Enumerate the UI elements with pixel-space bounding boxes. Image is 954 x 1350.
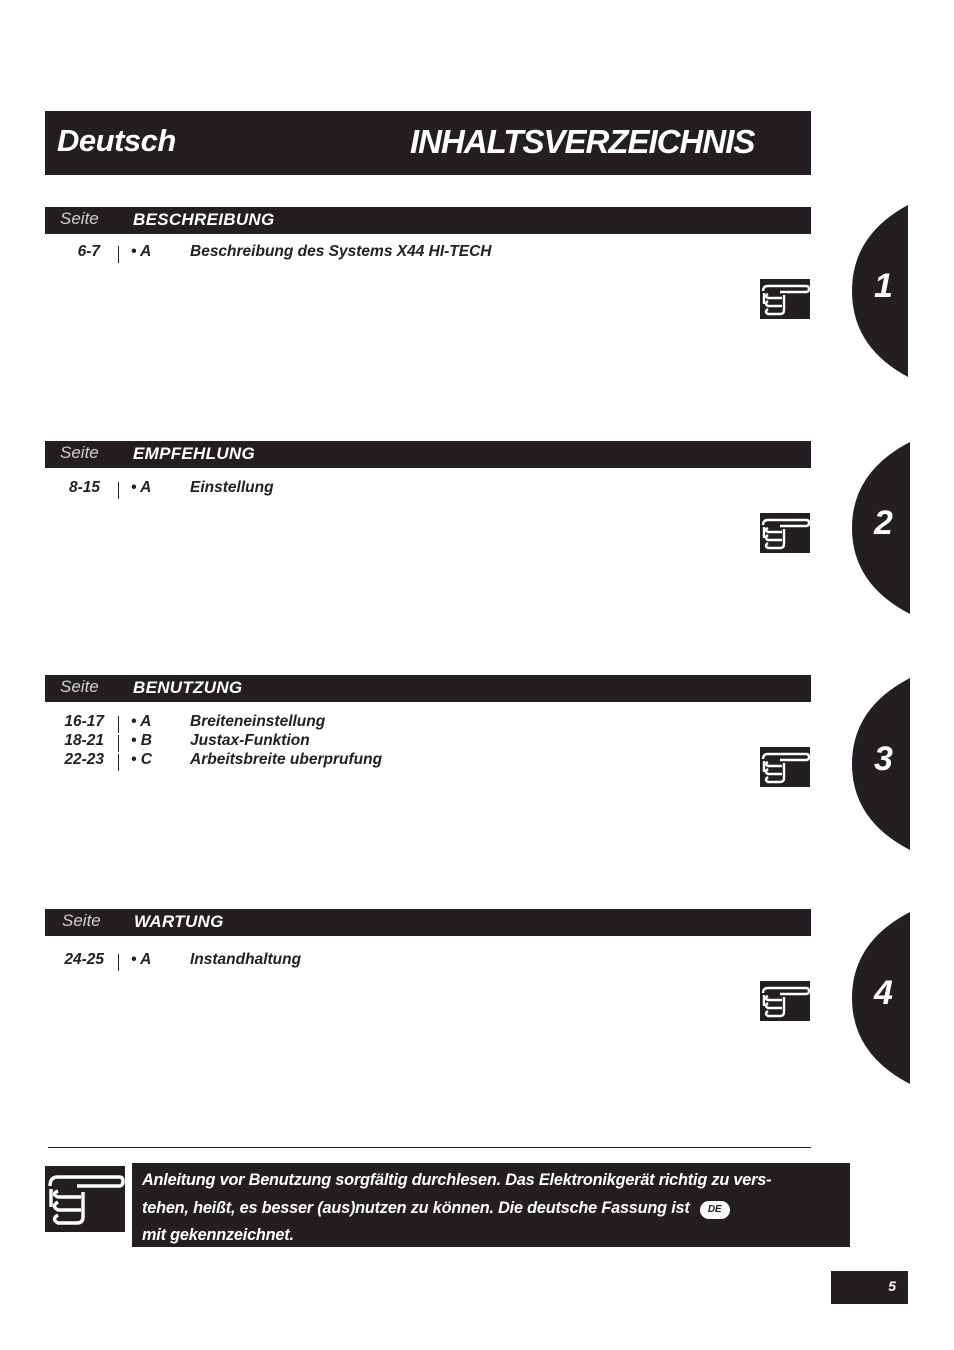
section-header <box>45 207 811 234</box>
chapter-tab-1[interactable] <box>852 205 910 377</box>
entry-text: Instandhaltung <box>190 951 302 968</box>
notice-line-2: tehen, heißt, es besser (aus)nutzen zu können. Die deutsche Fassung ist <box>142 1198 690 1217</box>
footer-divider <box>48 1147 811 1148</box>
notice-text <box>142 1167 848 1250</box>
seite-label: Seite <box>60 209 99 228</box>
toc-entries <box>45 479 745 498</box>
separator <box>118 246 119 263</box>
chapter-number: 2 <box>874 504 893 542</box>
toc-entries <box>45 243 745 262</box>
section-header <box>45 441 811 468</box>
toc-entry[interactable] <box>45 479 745 498</box>
chapter-number: 4 <box>874 974 893 1012</box>
entry-bullet: • C <box>131 751 152 768</box>
chapter-tab-2[interactable] <box>852 442 910 614</box>
section-header <box>45 675 811 702</box>
entry-text: Justax-Funktion <box>190 732 310 749</box>
toc-entry[interactable] <box>45 713 745 732</box>
page-range: 6-7 <box>77 243 100 260</box>
chapter-tab-4[interactable] <box>852 912 910 1084</box>
section-title: BESCHREIBUNG <box>133 210 275 229</box>
pointing-hand-icon <box>760 279 810 319</box>
section-title: EMPFEHLUNG <box>133 444 255 463</box>
entry-bullet: • A <box>131 243 152 260</box>
page-range: 24-25 <box>64 951 104 968</box>
entry-text: Breiteneinstellung <box>190 713 326 730</box>
toc-entry[interactable] <box>45 243 745 262</box>
entry-bullet: • A <box>131 479 152 496</box>
seite-label: Seite <box>62 911 101 930</box>
separator <box>118 735 119 752</box>
section-title: WARTUNG <box>134 912 224 931</box>
notice-box <box>132 1163 850 1247</box>
section-title: BENUTZUNG <box>133 678 243 697</box>
notice-line-1: Anleitung vor Benutzung sorgfältig durchlesen. Das Elektronikgerät richtig zu vers- <box>142 1171 772 1189</box>
de-badge: DE <box>700 1201 730 1219</box>
page-number: 5 <box>888 1278 896 1294</box>
title-bar <box>45 111 811 175</box>
toc-entry[interactable] <box>45 751 745 770</box>
pointing-hand-icon <box>760 513 810 553</box>
page-range: 8-15 <box>68 479 100 496</box>
seite-label: Seite <box>60 677 99 696</box>
entry-text: Einstellung <box>190 479 274 496</box>
separator <box>118 482 119 499</box>
page-range: 16-17 <box>64 713 104 730</box>
page-title: INHALTSVERZEICHNIS <box>410 123 755 160</box>
entry-bullet: • A <box>131 713 152 730</box>
toc-entry[interactable] <box>45 732 745 751</box>
toc-entries <box>45 951 745 970</box>
chapter-tab-3[interactable] <box>852 678 910 850</box>
language-label: Deutsch <box>57 123 176 158</box>
entry-bullet: • A <box>131 951 152 968</box>
chapter-number: 1 <box>874 267 893 305</box>
seite-label: Seite <box>60 443 99 462</box>
pointing-hand-icon <box>760 981 810 1021</box>
toc-entries <box>45 713 745 770</box>
page-range: 22-23 <box>64 751 104 768</box>
entry-bullet: • B <box>131 732 152 749</box>
toc-entry[interactable] <box>45 951 745 970</box>
chapter-number: 3 <box>874 740 893 778</box>
separator <box>118 954 119 971</box>
page-number-box <box>831 1271 908 1304</box>
separator <box>118 716 119 733</box>
pointing-hand-icon <box>760 747 810 787</box>
notice-line-3: mit gekennzeichnet. <box>142 1226 294 1244</box>
entry-text: Beschreibung des Systems X44 HI-TECH <box>190 243 492 260</box>
separator <box>118 754 119 771</box>
entry-text: Arbeitsbreite uberprufung <box>190 751 383 768</box>
pointing-hand-icon <box>45 1166 125 1232</box>
page-range: 18-21 <box>64 732 104 749</box>
section-header <box>45 909 811 936</box>
